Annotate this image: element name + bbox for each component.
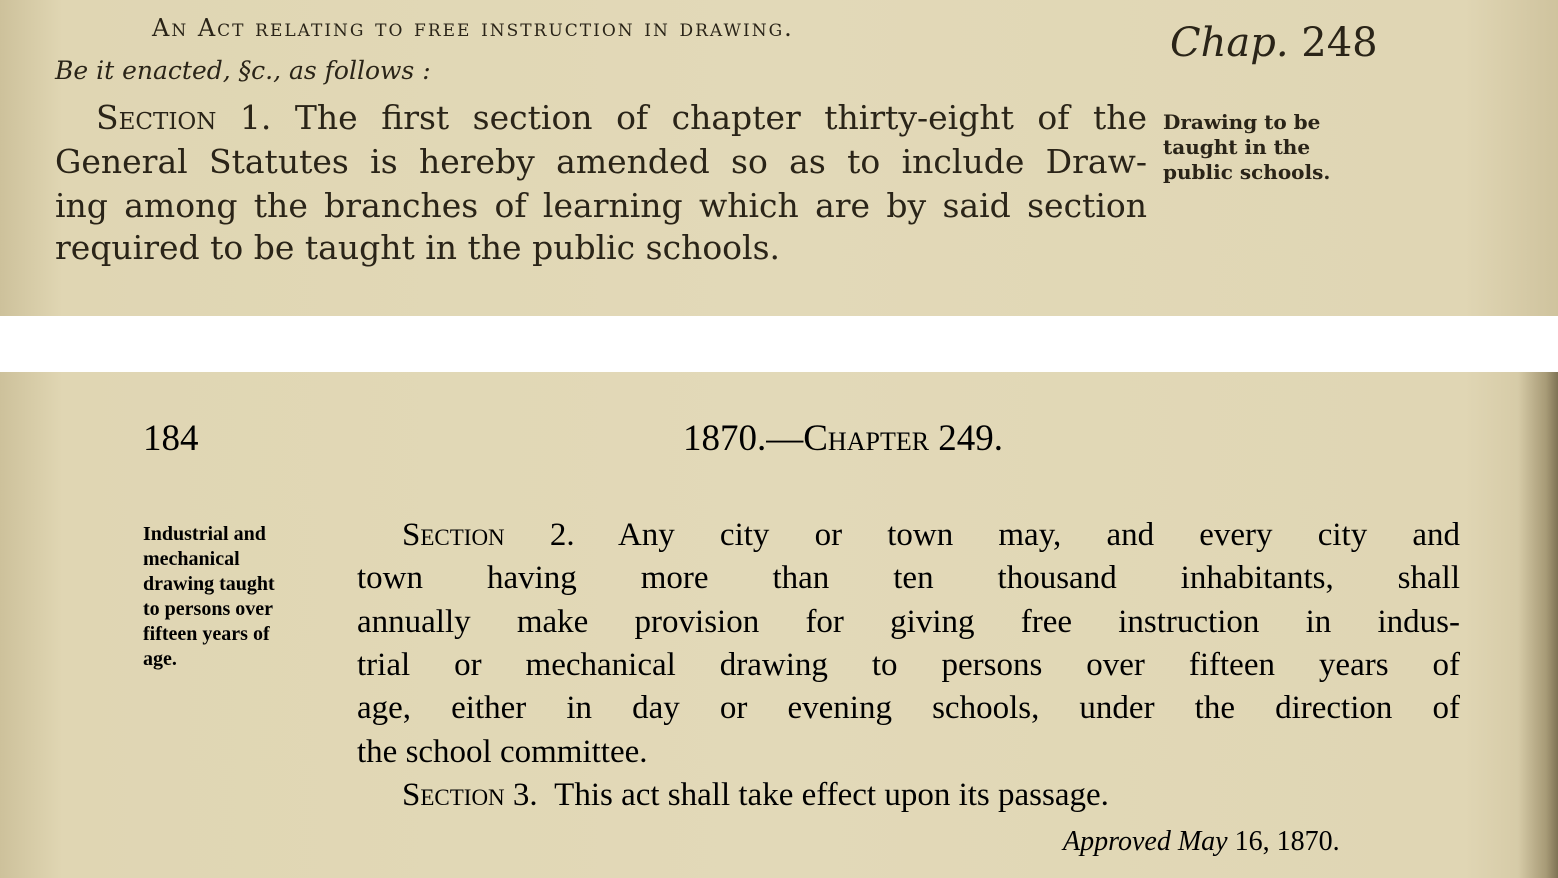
running-head-chapter: Chapter 249. (803, 418, 1004, 459)
section-2-line-6: the school committee. (357, 734, 648, 770)
margin-note-line: Drawing to be (1163, 110, 1321, 134)
section-1-text: The first section of chapter thirty-eight of the (294, 98, 1147, 137)
section-3-label: Section 3. (402, 777, 538, 813)
margin-note-line: to persons over (143, 598, 273, 620)
margin-note-industrial-drawing (143, 522, 345, 672)
section-2-line-5: age, either in day or evening schools, under the direction of (357, 690, 1460, 726)
section-2-label: Section 2. (402, 517, 575, 553)
section-2-line-3: annually make provision for giving free instruction in indus- (357, 604, 1460, 640)
margin-note-line: mechanical (143, 548, 240, 570)
section-1-line-1 (55, 98, 1147, 137)
approval-line (1063, 826, 1340, 858)
section-2-line-2: town having more than ten thousand inhabitants, shall (357, 560, 1460, 596)
section-3-text: This act shall take effect upon its passage. (554, 777, 1109, 813)
margin-note-line: public schools. (1163, 160, 1331, 184)
section-1-line-4: required to be taught in the public schools. (55, 228, 781, 267)
margin-note-line: age. (143, 648, 177, 670)
section-1-line-2: General Statutes is hereby amended so as to include Draw- (55, 142, 1147, 181)
section-3-line (357, 777, 1460, 814)
top-page-excerpt (0, 0, 1558, 316)
running-head (683, 417, 1003, 460)
section-1-line-3: ing among the branches of learning which are by said section (55, 186, 1147, 225)
margin-note-drawing-taught (1163, 110, 1363, 185)
section-1-label: Section 1. (96, 98, 272, 137)
approved-label: Approved May (1063, 826, 1228, 857)
margin-note-line: taught in the (1163, 135, 1311, 159)
margin-note-line: drawing taught (143, 573, 275, 595)
chapter-label (1170, 20, 1378, 66)
approved-date: 16, 1870. (1234, 826, 1340, 857)
section-2-line-4: trial or mechanical drawing to persons over fifteen years of (357, 647, 1460, 683)
section-2-line-1 (357, 517, 1460, 554)
margin-note-line: Industrial and (143, 523, 266, 545)
margin-note-line: fifteen years of (143, 623, 270, 645)
chapter-label-number: 248 (1301, 20, 1378, 66)
running-head-year: 1870.— (683, 418, 804, 459)
enacting-clause: Be it enacted, §c., as follows : (55, 56, 431, 85)
act-title: An Act relating to free instruction in drawing. (152, 14, 794, 42)
chapter-label-prefix: Chap. (1170, 20, 1289, 66)
section-2-text: Any city or town may, and every city and (617, 517, 1461, 553)
page-number: 184 (143, 418, 199, 459)
